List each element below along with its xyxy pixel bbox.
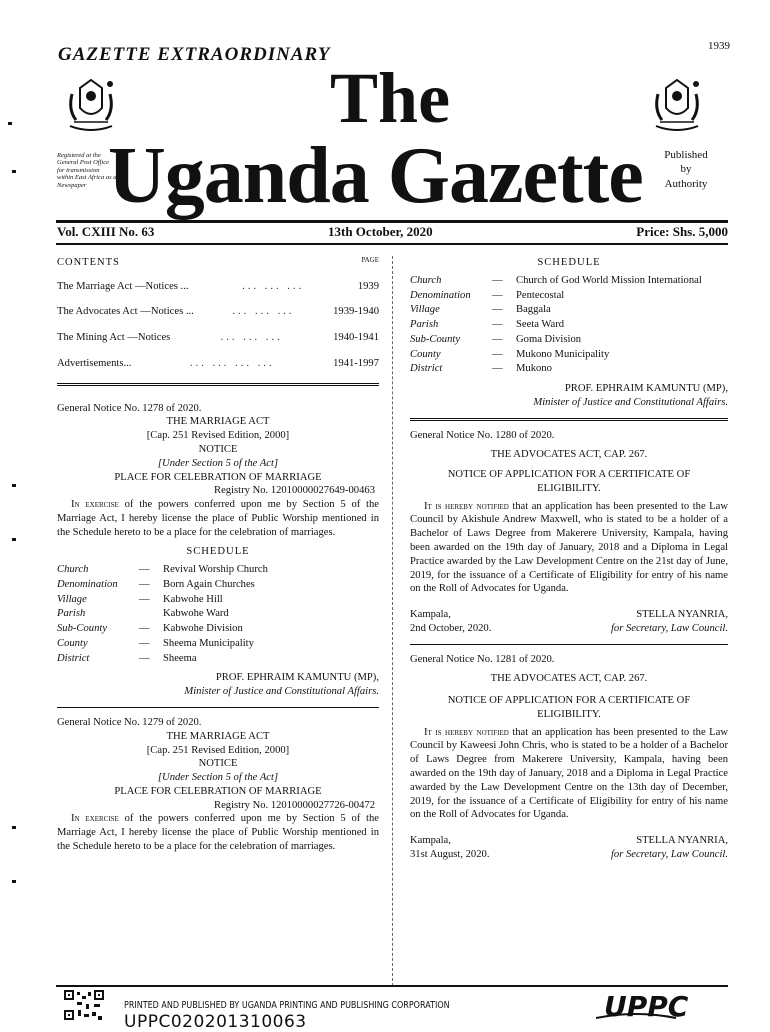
margin-mark <box>12 880 16 883</box>
notice-label: NOTICE <box>198 444 238 455</box>
notice-number: General Notice No. 1281 of 2020. <box>410 653 555 665</box>
notice-signature: PROF. EPHRAIM KAMUNTU (MP), Minister of Justice and Constitutional Affairs. <box>184 672 379 698</box>
notice-signature: PROF. EPHRAIM KAMUNTU (MP), Minister of Justice and Constitutional Affairs. <box>533 383 728 408</box>
margin-mark <box>12 538 16 541</box>
notice-1279 <box>57 716 379 854</box>
volume-number: Vol. CXIII No. 63 <box>57 224 155 239</box>
contents-page-label: PAGE <box>361 256 379 264</box>
schedule-row: Denomination — Pentecostal <box>410 289 565 301</box>
column-separator <box>392 256 393 986</box>
schedule-row: County — Sheema Municipality <box>57 637 254 649</box>
notice-heading: NOTICE OF APPLICATION FOR A CERTIFICATE OF ELIGIBILITY. <box>447 695 691 720</box>
margin-mark <box>12 826 16 829</box>
left-column <box>57 256 379 854</box>
notice-act: THE ADVOCATES ACT, CAP. 267. <box>490 449 648 461</box>
notice-place-heading: PLACE FOR CELEBRATION OF MARRIAGE <box>114 471 322 483</box>
notice-number: General Notice No. 1280 of 2020. <box>410 429 555 441</box>
notice-footer: Kampala, 31st August, 2020. STELLA NYANRIA, for Secretary, Law Council. <box>410 835 728 860</box>
schedule-row: Denomination — Born Again Churches <box>57 578 255 590</box>
contents-header <box>57 256 379 270</box>
notice-act: THE ADVOCATES ACT, CAP. 267. <box>490 673 648 685</box>
uppc-logo-text: UPPC <box>604 990 689 1022</box>
schedule-row: Parish — Seeta Ward <box>410 319 565 331</box>
registration-note: Registered at the General Post Office for transmission within East Africa as a Newspaper <box>57 152 117 189</box>
issue-date: 13th October, 2020 <box>328 224 433 239</box>
schedule-title: SCHEDULE <box>537 257 601 268</box>
notice-number: General Notice No. 1278 of 2020. <box>57 402 202 414</box>
published-line: Published <box>664 149 708 161</box>
coat-of-arms-icon <box>648 74 706 140</box>
schedule-row: District — Mukono <box>410 363 552 375</box>
notice-label: NOTICE <box>198 758 238 770</box>
notice-under: [Under Section 5 of the Act] <box>157 772 279 784</box>
margin-mark <box>12 484 16 487</box>
schedule-row: District — Sheema <box>57 652 197 664</box>
notice-body: In exercise of the powers conferred upon me by Section 5 of the Marriage Act, I hereby license the place of Public Worship mentioned in the Schedule hereto to be a place for the celebration of marriages. <box>57 499 380 538</box>
notice-heading: NOTICE OF APPLICATION FOR A CERTIFICATE OF ELIGIBILITY. <box>447 469 691 494</box>
published-line: Authority <box>664 177 708 190</box>
schedule-title: SCHEDULE <box>186 546 250 558</box>
notice-cap: [Cap. 251 Revised Edition, 2000] <box>146 744 290 756</box>
notice-under: [Under Section 5 of the Act] <box>157 457 279 469</box>
notice-body: It is hereby notified that an application has been presented to the Law Council by Kaweesi John Chris, who is stated to be a holder of a Bachelor of Laws Degree from Makerere University, Kampala, having been awarded on the 19th day of January, 2018 and a Diploma in Legal Practice awarded by the Law Development Centre on the 13th day of December, 2019, for the issuance of a Certificate of Eligibility for entry of his name on the Roll of Advocates for Uganda. <box>410 726 728 821</box>
contents-item: The Marriage Act —Notices ... ... ... ... 1939 <box>57 280 379 292</box>
gazette-title-the: The <box>330 58 451 138</box>
qr-code-icon <box>64 990 104 1020</box>
notice-act: THE MARRIAGE ACT <box>166 416 270 428</box>
footer-rule <box>56 985 728 987</box>
margin-mark <box>12 170 16 173</box>
schedule-row: Sub-County — Goma Division <box>410 333 582 345</box>
notice-registry: Registry No. 12010000027726-00472 <box>214 799 375 811</box>
contents-title: CONTENTS <box>57 257 120 268</box>
publication-code: UPPC020201310063 <box>124 1012 307 1032</box>
schedule-row: Church — Church of God World Mission International <box>410 274 702 286</box>
margin-mark <box>8 122 12 125</box>
notice-1281 <box>410 653 728 862</box>
masthead-rule <box>56 220 728 223</box>
published-by-authority <box>660 148 712 191</box>
notice-footer: Kampala, 2nd October, 2020. STELLA NYANRIA, for Secretary, Law Council. <box>410 609 728 634</box>
issue-price: Price: Shs. 5,000 <box>636 224 728 239</box>
notice-registry: Registry No. 12010000027649-00463 <box>214 485 375 497</box>
notice-1280 <box>410 429 728 636</box>
gazette-title: Uganda Gazette <box>108 132 643 220</box>
coat-of-arms-icon <box>62 74 120 140</box>
schedule-row: Village — Baggala <box>410 304 551 316</box>
printed-by-label: PRINTED AND PUBLISHED BY UGANDA PRINTING AND PUBLISHING CORPORATION <box>124 1000 450 1011</box>
contents-item: The Advocates Act —Notices ... ... ... ... 1939-1940 <box>57 306 379 318</box>
contents-item: The Mining Act —Notices ... ... ... 1940-1941 <box>57 332 379 344</box>
masthead-rule <box>56 243 728 245</box>
section-divider <box>410 418 728 421</box>
section-divider <box>57 383 379 386</box>
published-line: by <box>680 163 692 176</box>
right-column <box>410 256 728 862</box>
notice-body: In exercise of the powers conferred upon me by Section 5 of the Marriage Act, I hereby license the place of Public Worship mentioned in the Schedule hereto to be a place for the celebration of marriages. <box>57 813 380 852</box>
notice-number: General Notice No. 1279 of 2020. <box>57 717 202 729</box>
notice-act: THE MARRIAGE ACT <box>166 730 270 742</box>
notice-1279-schedule <box>410 256 728 410</box>
schedule-row: Church — Revival Worship Church <box>57 564 268 576</box>
schedule-row: County — Mukono Municipality <box>410 348 610 360</box>
schedule-row: Parish Kabwohe Ward <box>57 608 229 620</box>
uppc-logo <box>596 990 726 1022</box>
contents-item: Advertisements... ... ... ... ... 1941-1997 <box>57 357 379 369</box>
notice-cap: [Cap. 251 Revised Edition, 2000] <box>146 430 290 442</box>
section-divider <box>410 644 728 645</box>
notice-place-heading: PLACE FOR CELEBRATION OF MARRIAGE <box>114 785 322 797</box>
gazette-extraordinary-label: GAZETTE EXTRAORDINARY <box>58 44 331 65</box>
notice-body: It is hereby notified that an application has been presented to the Law Council by Akishule Andrew Maxwell, who is stated to be a holder of a Bachelor of Laws Degree from Makerere University, Kampala, having been awarded on the 19th day of January, 2018 and a Diploma in Legal Practice awarded by the Law Development Centre on the 21st day of June, 2019, for the issuance of a Certificate of Eligibility for entry of his name on the Roll of Advocates for Uganda. <box>410 500 728 595</box>
section-divider <box>57 707 379 708</box>
page-number: 1939 <box>708 40 730 52</box>
schedule-row: Village — Kabwohe Hill <box>57 593 223 605</box>
schedule-row: Sub-County — Kabwohe Division <box>57 623 243 635</box>
notice-1278 <box>57 402 379 699</box>
